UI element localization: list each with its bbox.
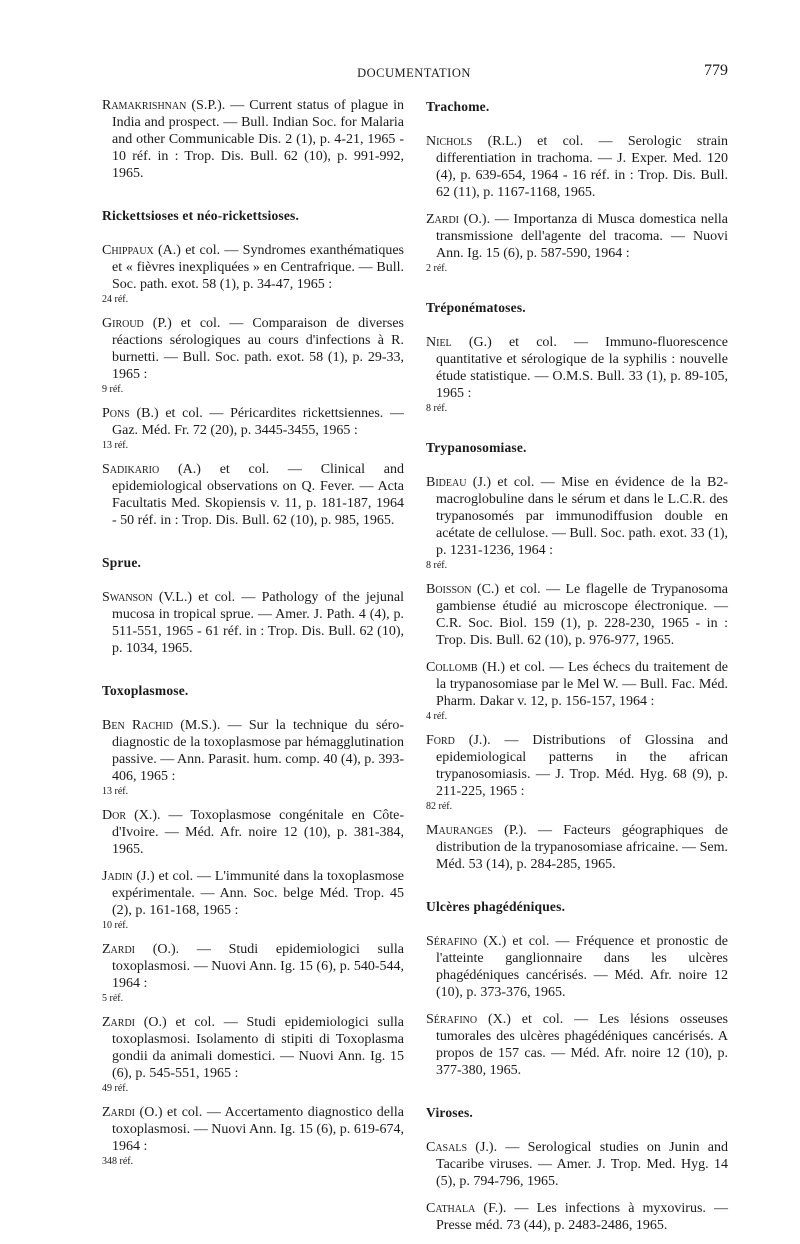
section-gap [426,1089,728,1103]
bibliography-entry [426,933,728,1001]
entry-author: Zardi [102,1015,135,1030]
entry-citation: (P.) et col. — Comparaison de diverses réactions sérologiques au cours d'infections à R. burnetti. — Bull. Soc. path. exot. 58 (1), p. 29-33, 1965 : [112,316,404,382]
section-gap [426,284,728,298]
entry-citation: (B.) et col. — Péricardites rickettsiennes. — Gaz. Méd. Fr. 72 (20), p. 3445-3455, 1965 : [112,406,404,438]
entry-author: Dor [102,808,127,823]
bibliography-entry [102,717,404,797]
entry-citation: (P.). — Facteurs géographiques de distribution de la trypanosomiase africaine. — Sem. Méd. 53 (14), p. 284-285, 1965. [436,823,728,872]
entry-author: Sérafino [426,1012,478,1027]
entry-citation: (J.) et col. — Mise en évidence de la B2-macroglobuline dans le sérum et dans le L.C.R. des trypanosomés par immunodiffusion double en acétate de cellulose. — Bull. Soc. path. exot. 33 (1), p. 1231-1236, 1964 : [436,475,728,558]
entry-author: Bideau [426,475,467,490]
section-heading: Toxoplasmose. [102,683,189,698]
bibliography-entry [426,822,728,873]
bibliography-entry [102,97,404,182]
bibliography-entry [102,589,404,657]
entry-text [102,405,404,439]
entry-text [102,868,404,919]
bibliography-entry [426,211,728,274]
bibliography-entry [426,334,728,414]
right-column [426,97,728,1244]
entry-author: Boisson [426,582,472,597]
reference-count: 8 réf. [426,560,448,571]
entry-citation: (H.) et col. — Les échecs du traitement de la trypanosomiase par le Mel W. — Bull. Fac. Méd. Pharm. Dakar v. 12, p. 156-157, 1964 : [436,660,728,709]
entry-text [102,1014,404,1082]
section-heading: Ulcères phagédéniques. [426,899,566,914]
section-heading: Tréponématoses. [426,300,526,315]
bibliography-entry [426,1200,728,1234]
bibliography-entry [426,133,728,201]
entry-text [426,933,728,1001]
entry-citation: (A.) et col. — Syndromes exanthématiques et « fièvres inexpliquées » en Centrafrique. — Bull. Soc. path. exot. 58 (1), p. 34-47, 1965 : [112,243,404,292]
entry-author: Cathala [426,1201,476,1216]
entry-citation: (O.). — Importanza di Musca domestica nella transmissione dell'agente del tracoma. — Nuovi Ann. Ig. 15 (6), p. 587-590, 1964 : [436,212,728,261]
entry-author: Sérafino [426,934,478,949]
entry-text [102,807,404,858]
entry-author: Ben Rachid [102,718,173,733]
entry-text [426,474,728,559]
entry-text [426,133,728,201]
reference-count: 13 réf. [102,786,129,797]
entry-citation: (J.). — Distributions of Glossina and epidemiological patterns in the african trypanosomiasis. — J. Trop. Méd. Hyg. 68 (9), p. 211-225, 1965 : [436,733,728,799]
reference-count: 5 réf. [102,993,124,1004]
entry-author: Mauranges [426,823,493,838]
entry-citation: (X.) et col. — Les lésions osseuses tumorales des ulcères phagédéniques cancérisés. A propos de 157 cas. — Méd. Afr. noire 12 (10), p. 377-380, 1965. [436,1012,728,1078]
bibliography-entry [102,461,404,529]
bibliography-entry [426,474,728,571]
entry-citation: (M.S.). — Sur la technique du séro-diagnostic de la toxoplasmose par hémagglutination passive. — Ann. Parasit. hum. comp. 40 (4), p. 393-406, 1965 : [112,718,404,784]
entry-author: Pons [102,406,130,421]
section-gap [426,424,728,438]
reference-count: 4 réf. [426,711,448,722]
entry-text [102,315,404,383]
entry-text [102,97,404,182]
bibliography-entry [102,1014,404,1094]
entry-text [102,461,404,529]
bibliography-entry [102,941,404,1004]
running-head: DOCUMENTATION [357,66,471,80]
left-column [102,97,404,1177]
entry-citation: (O.) et col. — Studi epidemiologici sulla toxoplasmosi. Isolamento di stipiti di Toxoplasma gondii da animali domestici. — Nuovi Ann. Ig. 15 (6), p. 545-551, 1965 : [112,1015,404,1081]
entry-citation: (A.) et col. — Clinical and epidemiological observations on Q. Fever. — Acta Facultatis Med. Skopiensis v. 11, p. 181-187, 1964 - 50 réf. in : Trop. Dis. Bull. 62 (10), p. 985, 1965. [112,462,404,528]
bibliography-entry [102,1104,404,1167]
entry-text [102,717,404,785]
reference-count: 348 réf. [102,1156,134,1167]
bibliography-entry [102,242,404,305]
entry-author: Casals [426,1140,468,1155]
entry-author: Giroud [102,316,144,331]
entry-citation: (X.). — Toxoplasmose congénitale en Côte-d'Ivoire. — Méd. Afr. noire 12 (10), p. 381-384, 1965. [112,808,404,857]
entry-citation: (G.) et col. — Immuno-fluorescence quantitative et sérologique de la syphilis : nouvelle étude statistique. — O.M.S. Bull. 33 (1), p. 89-105, 1965 : [436,335,728,401]
entry-text [426,1139,728,1190]
entry-author: Ford [426,733,455,748]
section-heading: Viroses. [426,1105,473,1120]
reference-count: 8 réf. [426,403,448,414]
entry-text [426,732,728,800]
page-number: 779 [704,62,728,79]
entry-author: Jadin [102,869,133,884]
entry-text [102,589,404,657]
entry-text [102,1104,404,1155]
entry-text [426,334,728,402]
bibliography-entry [102,807,404,858]
section-gap [426,883,728,897]
entry-text [102,941,404,992]
entry-citation: (J.) et col. — L'immunité dans la toxoplasmose expérimentale. — Ann. Soc. belge Méd. Trop. 45 (2), p. 161-168, 1965 : [112,869,404,918]
section-gap [102,667,404,681]
reference-count: 24 réf. [102,294,129,305]
entry-author: Zardi [102,942,135,957]
reference-count: 2 réf. [426,263,448,274]
entry-citation: (C.) et col. — Le flagelle de Trypanosoma gambiense étudié au microscope électronique. — C.R. Soc. Biol. 159 (1), p. 228-230, 1965 - in : Trop. Dis. Bull. 62 (10), p. 976-977, 1965. [436,582,728,648]
section-heading: Sprue. [102,555,142,570]
section-gap [102,539,404,553]
bibliography-entry [426,659,728,722]
bibliography-entry [426,732,728,812]
entry-text [426,1200,728,1234]
bibliography-entry [426,581,728,649]
reference-count: 10 réf. [102,920,129,931]
bibliography-entry [426,1011,728,1079]
entry-author: Zardi [426,212,459,227]
entry-author: Zardi [102,1105,135,1120]
entry-text [426,211,728,262]
bibliography-entry [102,315,404,395]
entry-citation: (S.P.). — Current status of plague in India and prospect. — Bull. Indian Soc. for Malaria and other Communicable Dis. 2 (1), p. 4-21, 1965 - 10 réf. in : Trop. Dis. Bull. 62 (10), p. 991-992, 1965. [112,98,404,181]
entry-author: Niel [426,335,452,350]
entry-text [102,242,404,293]
entry-citation: (F.). — Les infections à myxovirus. — Presse méd. 73 (44), p. 2483-2486, 1965. [436,1201,728,1233]
entry-text [426,822,728,873]
reference-count: 9 réf. [102,384,124,395]
entry-author: Swanson [102,590,153,605]
bibliography-entry [102,405,404,451]
entry-citation: (X.) et col. — Fréquence et pronostic de l'atteinte ganglionnaire dans les ulcères phagédéniques cancérisés. — Méd. Afr. noire 12 (10), p. 373-376, 1965. [436,934,728,1000]
entry-citation: (V.L.) et col. — Pathology of the jejunal mucosa in tropical sprue. — Amer. J. Path. 4 (4), p. 511-551, 1965 - 61 réf. in : Trop. Dis. Bull. 62 (10), p. 1034, 1965. [112,590,404,656]
entry-citation: (J.). — Serological studies on Junin and Tacaribe viruses. — Amer. J. Trop. Med. Hyg. 14 (5), p. 794-796, 1965. [436,1140,728,1189]
reference-count: 49 réf. [102,1083,129,1094]
entry-text [426,1011,728,1079]
entry-author: Sadikario [102,462,160,477]
reference-count: 82 réf. [426,801,453,812]
page-header [100,62,728,86]
entry-citation: (R.L.) et col. — Serologic strain differentiation in trachoma. — J. Exper. Med. 120 (4), p. 639-654, 1964 - 16 réf. in : Trop. Dis. Bull. 62 (11), p. 1167-1168, 1965. [436,134,728,200]
bibliography-entry [426,1139,728,1190]
entry-citation: (O.). — Studi epidemiologici sulla toxoplasmosi. — Nuovi Ann. Ig. 15 (6), p. 540-544, 1964 : [112,942,404,991]
section-heading: Rickettsioses et néo-rickettsioses. [102,208,300,223]
entry-citation: (O.) et col. — Accertamento diagnostico della toxoplasmosi. — Nuovi Ann. Ig. 15 (6), p. 619-674, 1964 : [112,1105,404,1154]
entry-author: Chippaux [102,243,154,258]
section-gap [102,192,404,206]
entry-text [426,659,728,710]
bibliography-entry [102,868,404,931]
entry-author: Nichols [426,134,473,149]
entry-author: Ramakrishnan [102,98,187,113]
reference-count: 13 réf. [102,440,129,451]
entry-text [426,581,728,649]
entry-author: Collomb [426,660,478,675]
section-heading: Trypanosomiase. [426,440,527,455]
section-heading: Trachome. [426,99,490,114]
